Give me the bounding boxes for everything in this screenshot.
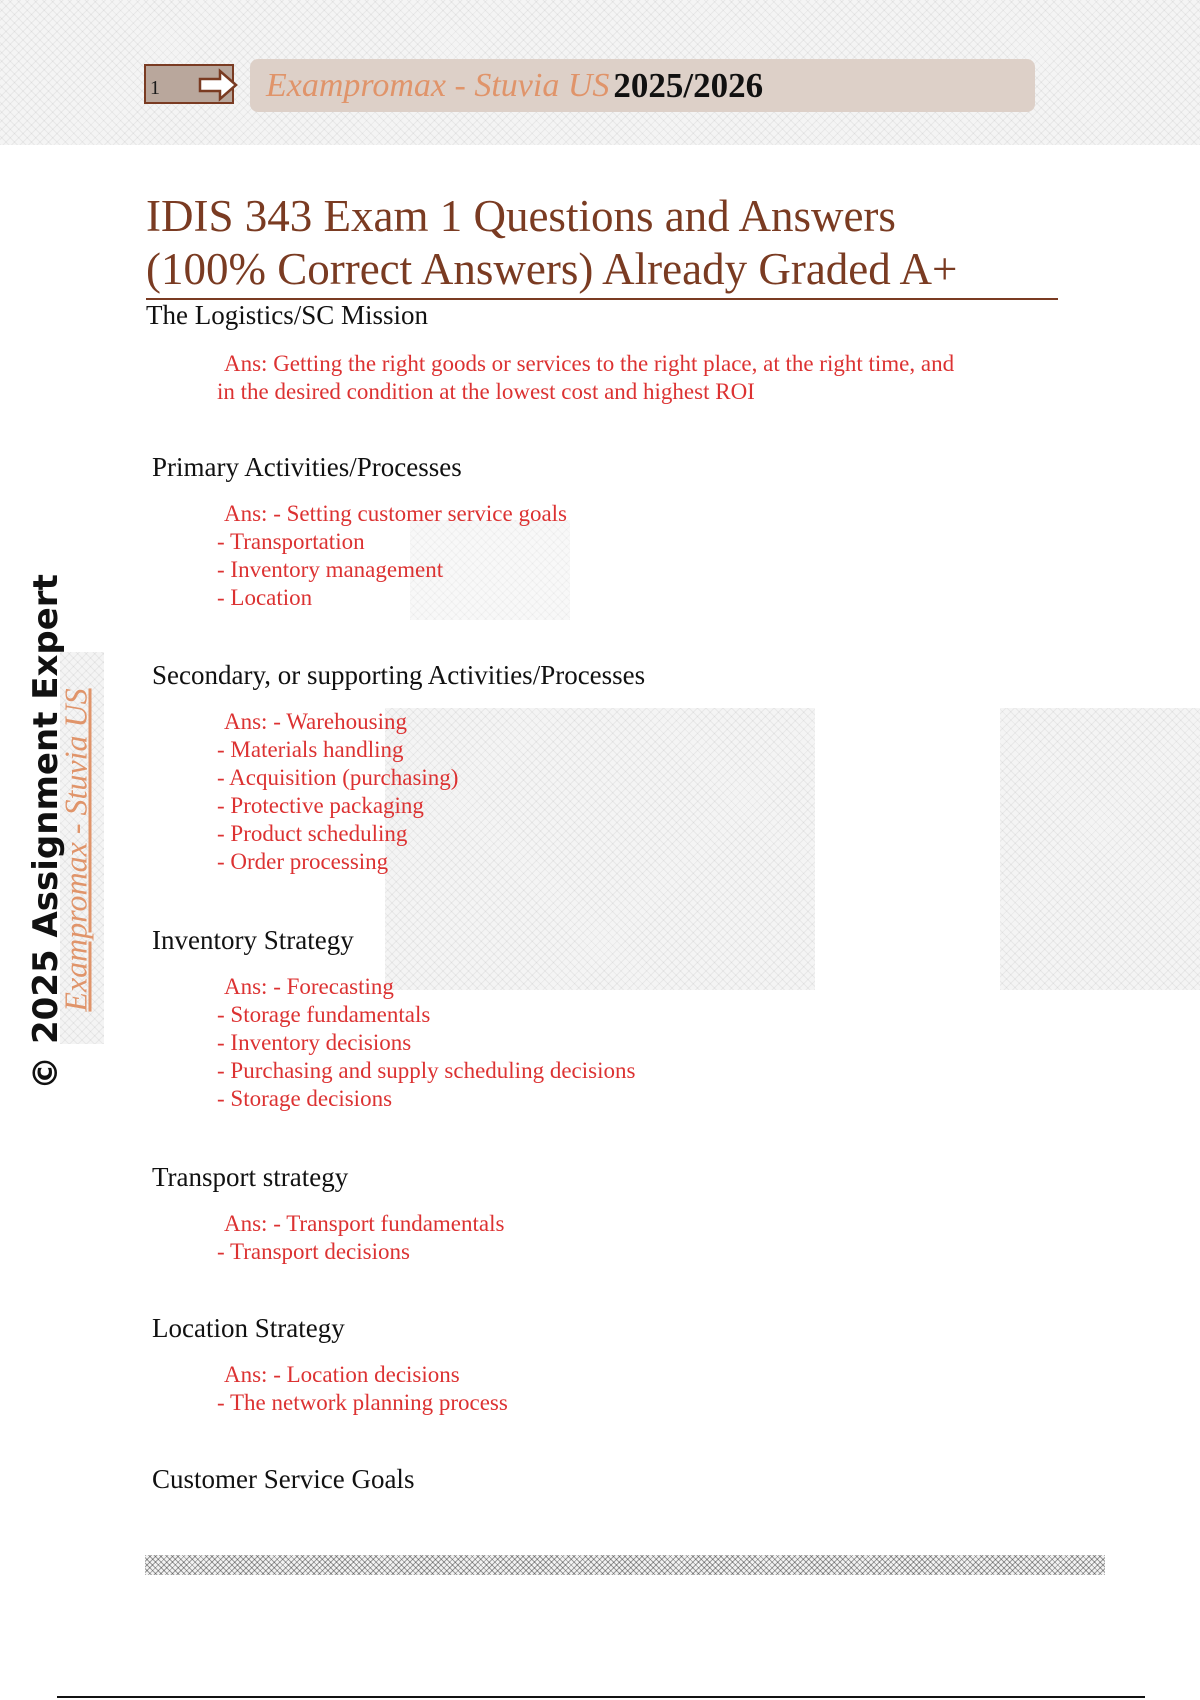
answer (217, 500, 567, 612)
answer-line: in the desired condition at the lowest cost and highest ROI (217, 379, 755, 404)
answer-line: - Purchasing and supply scheduling decisions (217, 1058, 636, 1083)
answer-line: Ans: - Transport fundamentals (224, 1211, 505, 1236)
answer-line: - Inventory decisions (217, 1030, 412, 1055)
answer (217, 973, 635, 1113)
question: Primary Activities/Processes (152, 452, 462, 482)
question: Secondary, or supporting Activities/Processes (152, 660, 646, 690)
page-number: 1 (150, 77, 160, 99)
answer-line: - The network planning process (217, 1390, 508, 1415)
answer-line: Ans: - Warehousing (224, 709, 407, 734)
answer-line: - Location (217, 585, 313, 610)
title-line-2: (100% Correct Answers) Already Graded A+ (146, 244, 958, 294)
answer-line: - Materials handling (217, 737, 404, 762)
answer-line: - Storage fundamentals (217, 1002, 431, 1027)
question: Location Strategy (152, 1313, 345, 1343)
answer-line: - Order processing (217, 849, 389, 874)
answer-line: Ans: - Location decisions (224, 1362, 460, 1387)
sidebar-brand: Exampromax - Stuvia US (57, 688, 94, 1012)
answer-line: - Inventory management (217, 557, 444, 582)
question: The Logistics/SC Mission (146, 300, 429, 330)
answer-line: - Protective packaging (217, 793, 424, 818)
answer (217, 1210, 504, 1266)
answer (217, 1361, 508, 1417)
question: Inventory Strategy (152, 925, 354, 955)
answer (217, 350, 954, 406)
answer-line: Ans: - Setting customer service goals (224, 501, 568, 526)
sidebar-copyright: © 2025 Assignment Expert (26, 574, 66, 1090)
header-brand: Exampromax - Stuvia US (266, 66, 610, 104)
answer-line: - Transportation (217, 529, 365, 554)
document-title (146, 190, 1058, 300)
answer-line: Ans: Getting the right goods or services to the right place, at the right time, and (224, 351, 955, 376)
answer-line: - Transport decisions (217, 1239, 410, 1264)
footer-pattern (145, 1555, 1105, 1575)
question: Transport strategy (152, 1162, 349, 1192)
question: Customer Service Goals (152, 1464, 415, 1494)
header-year: 2025/2026 (613, 65, 764, 105)
answer-line: - Acquisition (purchasing) (217, 765, 459, 790)
header-banner (250, 59, 1035, 112)
background-pattern (1000, 708, 1200, 990)
answer-line: - Product scheduling (217, 821, 408, 846)
answer-line: - Storage decisions (217, 1086, 393, 1111)
answer-line: Ans: - Forecasting (224, 974, 394, 999)
answer (217, 708, 458, 876)
bottom-divider (57, 1696, 1145, 1698)
title-line-1: IDIS 343 Exam 1 Questions and Answers (146, 191, 896, 241)
arrow-right-icon (198, 68, 238, 102)
